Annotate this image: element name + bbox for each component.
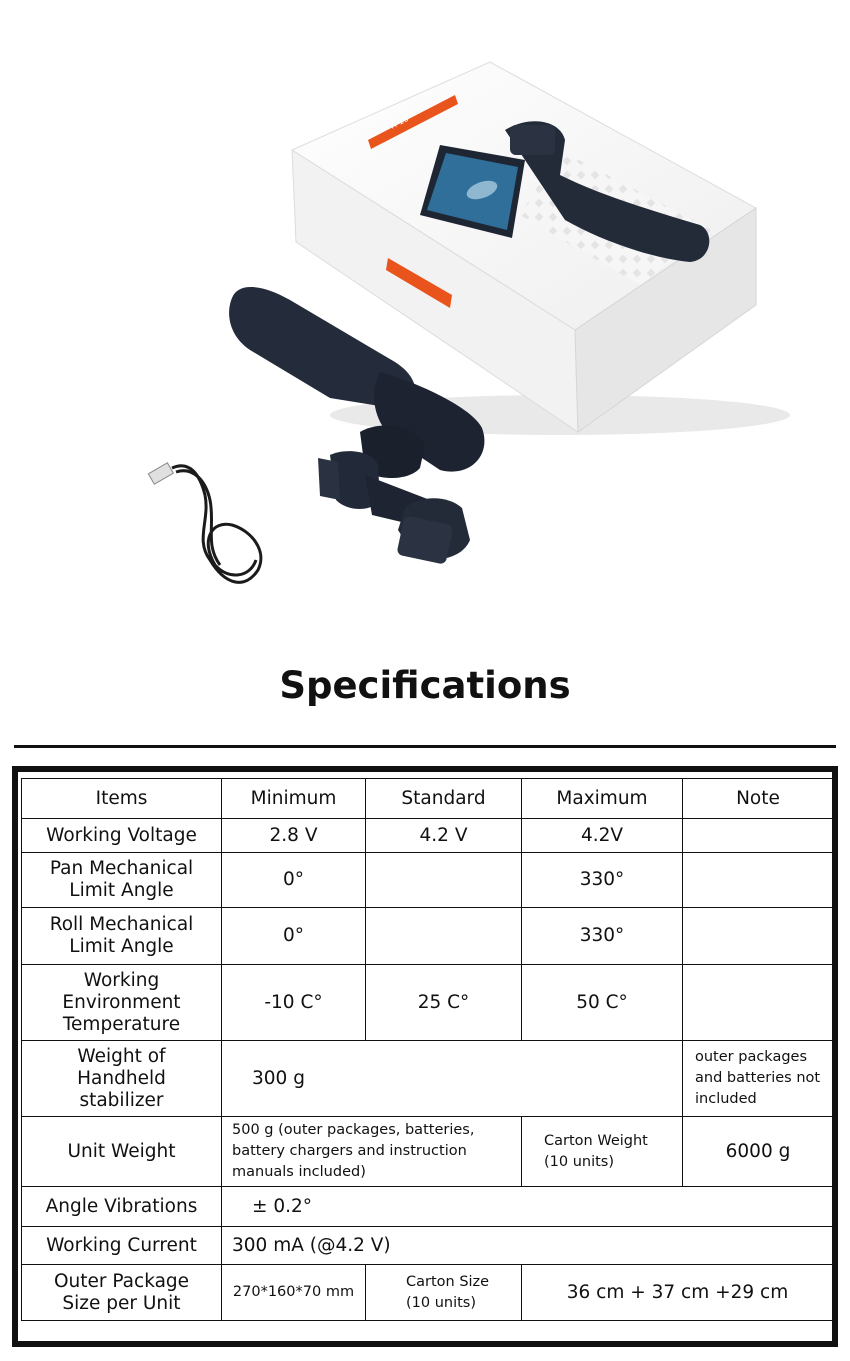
sub-label-cell: Carton Size (10 units) xyxy=(366,1265,522,1321)
item-cell: Unit Weight xyxy=(22,1117,222,1187)
value-cell: 300 mA (@4.2 V) xyxy=(222,1227,834,1265)
header-cell-standard: Standard xyxy=(366,779,522,819)
item-cell: Pan Mechanical Limit Angle xyxy=(22,853,222,908)
table-row xyxy=(22,1227,834,1265)
header-cell-note: Note xyxy=(683,779,834,819)
max-cell: 4.2V xyxy=(522,819,683,853)
note-cell: outer packages and batteries not included xyxy=(683,1041,834,1117)
item-cell: Outer Package Size per Unit xyxy=(22,1265,222,1321)
table-row xyxy=(22,1041,834,1117)
std-cell: 25 C° xyxy=(366,965,522,1041)
item-cell: Working Environment Temperature xyxy=(22,965,222,1041)
header-cell-maximum: Maximum xyxy=(522,779,683,819)
usb-cable xyxy=(148,463,261,583)
note-cell xyxy=(683,853,834,908)
table-row xyxy=(22,1117,834,1187)
page-title: Specifications xyxy=(279,664,571,707)
note-cell xyxy=(683,965,834,1041)
table-row xyxy=(22,1187,834,1227)
min-cell: 2.8 V xyxy=(222,819,366,853)
max-cell: 330° xyxy=(522,908,683,965)
std-cell: 4.2 V xyxy=(366,819,522,853)
note-cell xyxy=(683,819,834,853)
min-cell: -10 C° xyxy=(222,965,366,1041)
table-row xyxy=(22,853,834,908)
item-cell: Roll Mechanical Limit Angle xyxy=(22,908,222,965)
sub-value-cell: 36 cm + 37 cm +29 cm xyxy=(522,1265,834,1321)
std-cell xyxy=(366,853,522,908)
item-cell: Angle Vibrations xyxy=(22,1187,222,1227)
header-cell-minimum: Minimum xyxy=(222,779,366,819)
min-cell: 0° xyxy=(222,853,366,908)
item-cell: Working Voltage xyxy=(22,819,222,853)
item-cell: Working Current xyxy=(22,1227,222,1265)
value-cell: 270*160*70 mm xyxy=(222,1265,366,1321)
title-divider xyxy=(14,745,836,748)
spec-table xyxy=(21,778,834,1321)
table-row xyxy=(22,908,834,965)
product-photo xyxy=(0,0,850,650)
sub-label-cell: Carton Weight (10 units) xyxy=(522,1117,683,1187)
header-row xyxy=(22,779,834,819)
min-cell: 0° xyxy=(222,908,366,965)
header-cell-items: Items xyxy=(22,779,222,819)
item-cell: Weight of Handheld stabilizer xyxy=(22,1041,222,1117)
sub-value-cell: 6000 g xyxy=(683,1117,834,1187)
table-row xyxy=(22,819,834,853)
note-cell xyxy=(683,908,834,965)
table-row xyxy=(22,965,834,1041)
std-cell xyxy=(366,908,522,965)
spec-table-frame xyxy=(12,766,838,1347)
spec-table-container xyxy=(24,778,830,1343)
value-cell: 500 g (outer packages, batteries, battery chargers and instruction manuals included) xyxy=(222,1117,522,1187)
max-cell: 330° xyxy=(522,853,683,908)
max-cell: 50 C° xyxy=(522,965,683,1041)
table-row xyxy=(22,1265,834,1321)
value-cell: ± 0.2° xyxy=(222,1187,834,1227)
box-label-top: H-16 xyxy=(388,114,410,131)
value-cell: 300 g xyxy=(222,1041,683,1117)
